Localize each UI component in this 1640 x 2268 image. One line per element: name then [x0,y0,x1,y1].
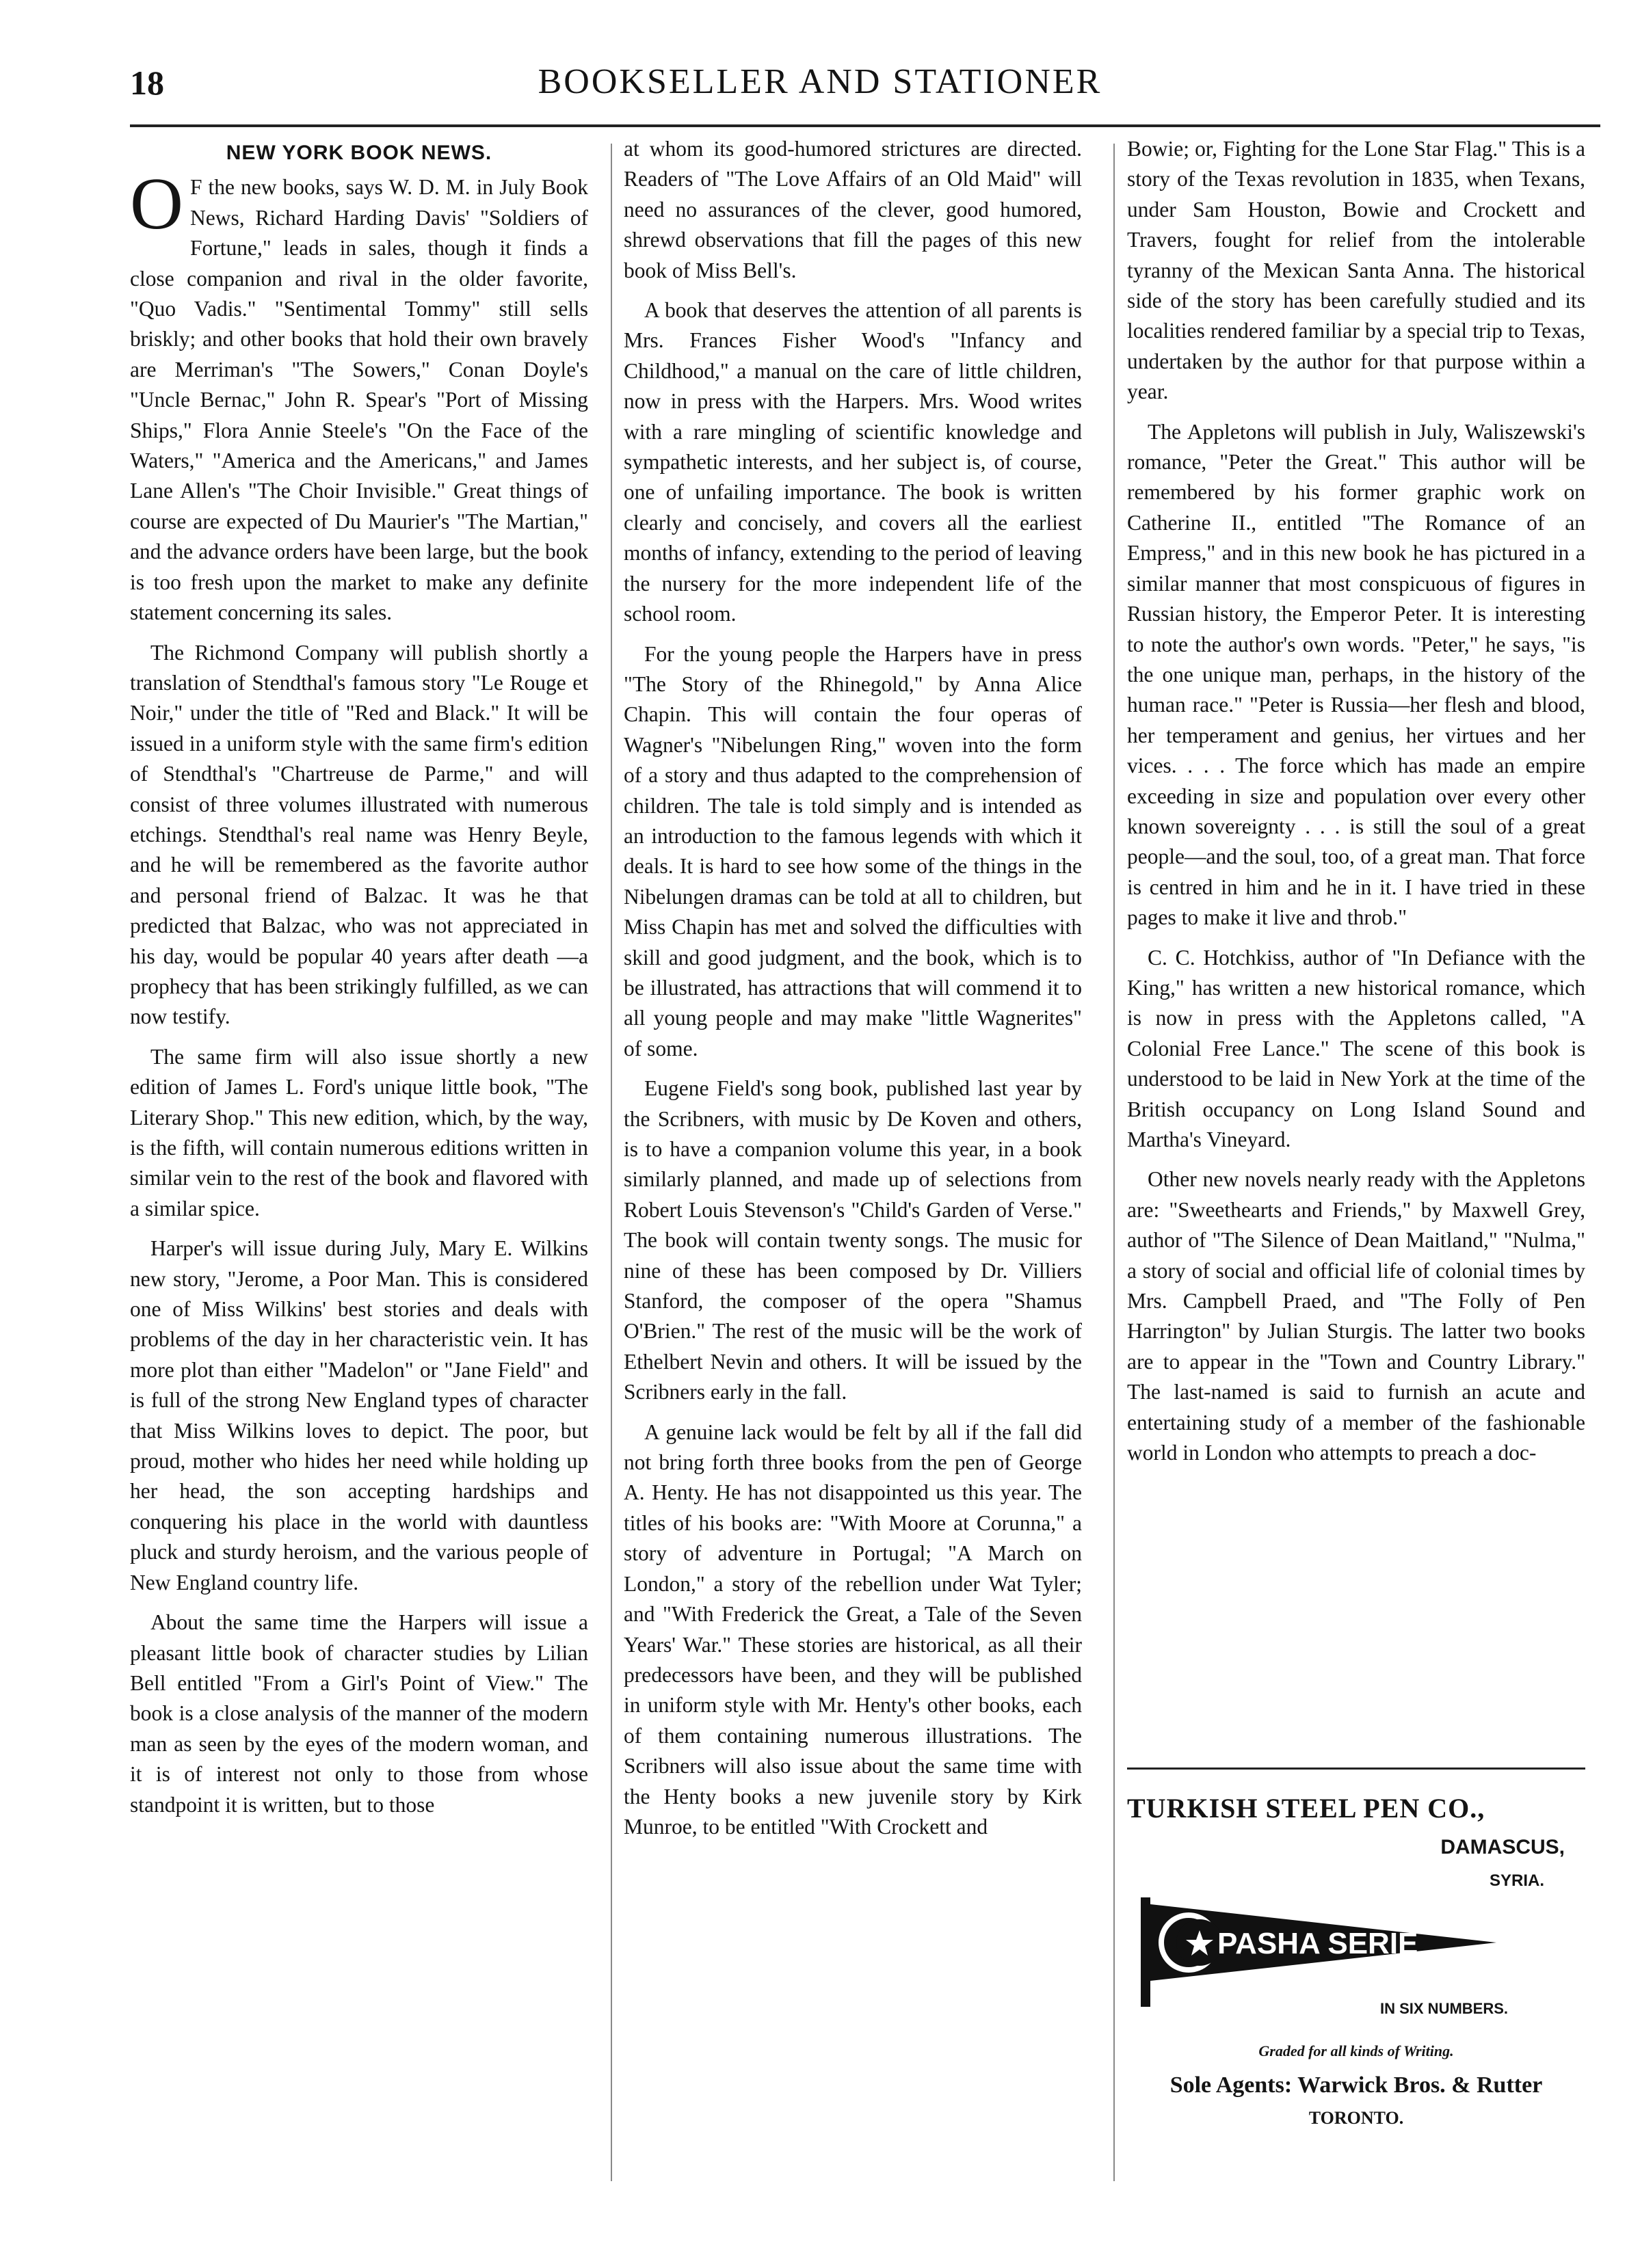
paragraph-text: F the new books, says W. D. M. in July Book News, Richard Harding Davis' "Soldiers of Fortune," leads in sales, though it finds a close companion and rival in the older favorite, "Quo Vadis." "Sentimental Tommy" still sells briskly; and other books that hold their own bravely are Merriman's "The Sowers," Conan Doyle's "Uncle Bernac," John R. Spear's "Port of Missing Ships," Flora Annie Steele's "On the Face of the Waters," "America and the Americans," and James Lane Allen's "The Choir Invisible." Great things of course are expected of Du Maurier's "The Martian," and the advance orders have been large, but the book is too fresh upon the market to make any definite statement concerning its sales. [130,175,588,625]
paragraph: C. C. Hotchkiss, author of "In Defiance with the King," has written a new historical romance, which is now in press with the Appletons called, "A Colonial Free Lance." The scene of this book is understood to be laid in New York at the time of the British occupancy on Long Island Sound and Martha's Vineyard. [1127,945,1585,1151]
ad-city-agents: TORONTO. [1308,2108,1404,2128]
paragraph [130,163,588,628]
column-2 [624,134,1082,2226]
ad-numbers: IN SIX NUMBERS. [1380,2000,1509,2017]
paragraph: A book that deserves the attention of all parents is Mrs. Frances Fisher Wood's "Infancy and Childhood," a manual on the care of little children, now in press with the Harpers. Mrs. Wood writes with a rare mingling of scientific knowledge and sympathetic interests, and her subject is, of course, one of unfailing importance. The book is written clearly and concisely, and covers all the earliest months of infancy, extending to the period of leaving the nursery for the more independent life of the school room. [624,298,1082,626]
paragraph: About the same time the Harpers will issue a pleasant little book of character studies by Lilian Bell entitled "From a Girl's Point of View." The book is a close analysis of the manner of the modern man as seen by the eyes of the modern woman, and it is of interest not only to those from whose standpoint it is written, but to those [130,1610,588,1817]
column-divider [611,144,612,2181]
running-head: BOOKSELLER AND STATIONER [538,62,1102,101]
ad-grade: Graded for all kinds of Writing. [1258,2042,1454,2059]
drop-cap: O [130,163,183,245]
paragraph: Harper's will issue during July, Mary E. Wilkins new story, "Jerome, a Poor Man. This is considered one of Miss Wilkins' best stories and deals with problems of the day in her characteristic vein. It has more plot than either "Madelon" or "Jane Field" and is full of the strong New England types of character that Miss Wilkins loves to depict. The poor, but proud, mother who hides her need while holding up her head, the son accepting hardships and conquering his place in the world with dauntless pluck and sturdy heroism, and the various people of New England country life. [130,1236,588,1595]
column-3 [1127,134,1585,1761]
article-heading: NEW YORK BOOK NEWS. [226,142,492,164]
paragraph: at whom its good-humored strictures are directed. Readers of "The Love Affairs of an Old Maid" will need no assurances of the clever, good humored, shrewd observations that fill the pages of this new book of Miss Bell's. [624,137,1082,282]
paragraph: For the young people the Harpers have in press "The Story of the Rhinegold," by Anna Alice Chapin. This will contain the four operas of Wagner's "Nibelungen Ring," woven into the form of a story and thus adapted to the comprehension of children. The tale is told simply and is intended as an introduction to the famous legends with which it deals. It is hard to see how some of the things in the Nibelungen dramas can be told at all to children, but Miss Chapin has met and solved the difficulties with skill and good judgment, and the book, which is to be illustrated, has attractions that will commend it to all young people and may make "little Wagnerites" of some. [624,641,1082,1060]
page-number: 18 [130,64,164,102]
paragraph: Other new novels nearly ready with the Appletons are: "Sweethearts and Friends," by Maxwell Grey, author of "The Silence of Dean Maitland," "Nulma," a story of social and official life of colonial times by Mrs. Campbell Praed, and "The Folly of Pen Harrington" by Julian Sturgis. The latter two books are to appear in the "Town and Country Library." The last-named is said to furnish an acute and entertaining study of a member of the fashionable world in London who attempts to preach a doc- [1127,1167,1585,1465]
paragraph: The same firm will also issue shortly a new edition of James L. Ford's unique little book, "The Literary Shop." This new edition, which, by the way, is the fifth, will contain numerous editions written in similar vein to the rest of the book and flavored with a similar spice. [130,1044,588,1220]
column-divider [1113,144,1115,2181]
pennant-text: PASHA SERIE [1217,1927,1418,1960]
paragraph: The Richmond Company will publish shortly a translation of Stendthal's famous story "Le Rouge et Noir," under the title of "Red and Black." It will be issued in a uniform style with the same firm's edition of Stendthal's "Chartreuse de Parme," and will consist of three volumes illustrated with numerous etchings. Stendthal's real name was Henry Beyle, and he will be remembered as the favorite author and personal friend of Balzac. It was he that predicted that Balzac, who was not appreciated in his day, would be popular 40 years after death —a prophecy that has been strikingly fulfilled, as we can now testify. [130,640,588,1029]
pennant-flag-icon [1141,1897,1510,2007]
ad-country: SYRIA. [1489,1871,1544,1890]
paragraph: A genuine lack would be felt by all if the fall did not bring forth three books from the pen of George A. Henty. He has not disappointed us this year. The titles of his books are: "With Moore at Corunna," a story of adventure in Portugal; "A March on London," a story of the rebellion under Wat Tyler; and "With Frederick the Great, a Tale of the Seven Years' War." These stories are historical, as all their predecessors have been, and they will be published in uniform style with Mr. Henty's other books, each of them containing numerous illustrations. The Scribners will also issue about the same time with the Henty books a new juvenile story by Kirk Munroe, to be entitled "With Crockett and [624,1419,1082,1839]
column-1 [130,134,588,2226]
advertisement [1127,1767,1585,2150]
ad-agents: Sole Agents: Warwick Bros. & Rutter [1169,2072,1543,2098]
ad-rule [1127,1767,1585,1770]
paragraph: The Appletons will publish in July, Waliszewski's romance, "Peter the Great." This author will be remembered by his former graphic work on Catherine II., entitled "The Romance of an Empress," and in this new book he has pictured in a similar manner that most conspicuous of figures in Russian history, the Emperor Peter. It is interesting to note the author's own words. "Peter," he says, "is the one unique man, perhaps, in the history of the human race." "Peter is Russia—her flesh and blood, her temperament and genius, her virtues and her vices. . . . The force which has made an empire exceeding in size and population over every other known sovereignty . . . is still the soul of a great people—and the soul, too, of a great man. That force is centred in him and he in it. I have tried in these pages to make it live and throb." [1127,419,1585,930]
ad-company: TURKISH STEEL PEN CO., [1127,1793,1485,1824]
paragraph: Bowie; or, Fighting for the Lone Star Flag." This is a story of the Texas revolution in 1835, when Texans, under Sam Houston, Bowie and Crockett and Travers, fought for relief from the intolerable tyranny of the Mexican Santa Anna. The historical side of the story has been carefully studied and its localities rendered familiar by a special trip to Texas, undertaken by the author for that purpose within a year. [1127,137,1585,404]
header-rule [130,124,1600,127]
paragraph: Eugene Field's song book, published last year by the Scribners, with music by De Koven and others, is to have a companion volume this year, in a book similarly planned, and made up of selections from Robert Louis Stevenson's "Child's Garden of Verse." The book will contain twenty songs. The music for nine of these has been composed by Dr. Villiers Stanford, the composer of the opera "Shamus O'Brien." The rest of the music will be the work of Ethelbert Nevin and others. It will be issued by the Scribners early in the fall. [624,1076,1082,1404]
ad-city: DAMASCUS, [1440,1836,1565,1858]
flag-pole [1141,1897,1150,2007]
